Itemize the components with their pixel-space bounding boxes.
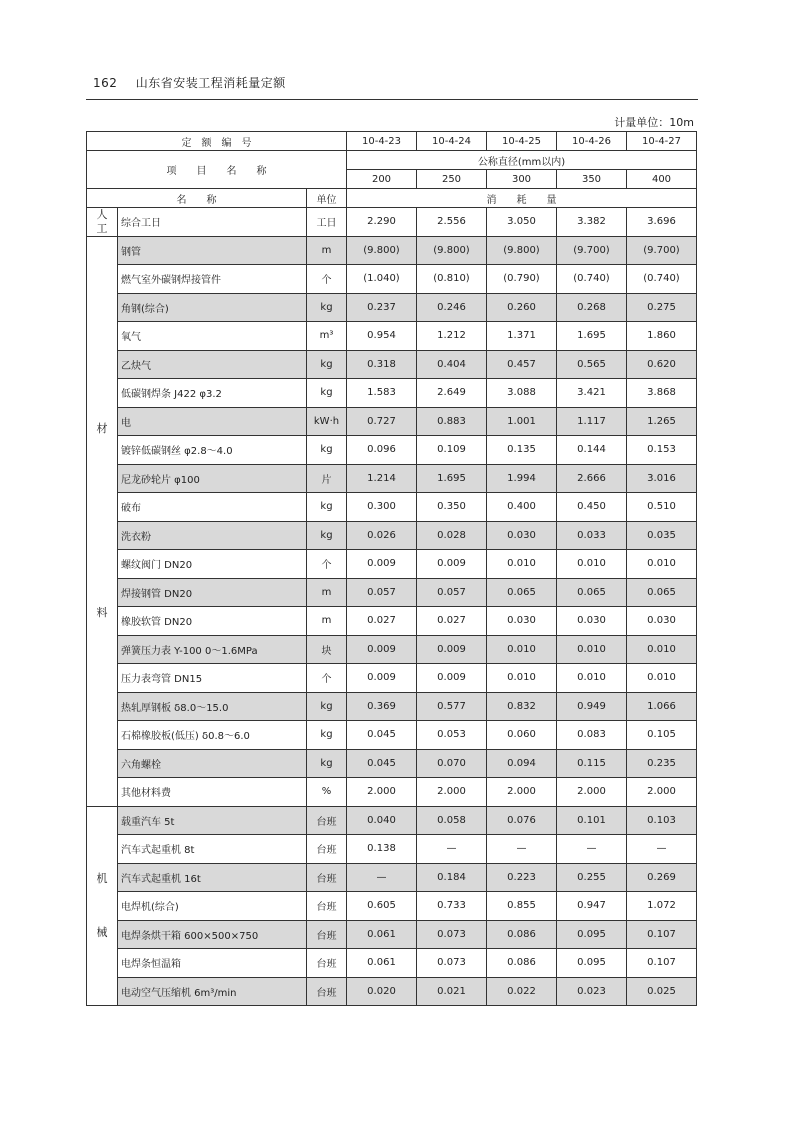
- unit-note: 计量单位：10m: [614, 116, 694, 129]
- consumption-value: 0.727: [347, 407, 417, 436]
- consumption-value: 0.369: [347, 692, 417, 721]
- consumption-value: 0.138: [347, 835, 417, 864]
- item-unit: kg: [307, 692, 347, 721]
- consumption-value: 0.269: [627, 863, 697, 892]
- consumption-value: 3.016: [627, 464, 697, 493]
- consumption-value: 0.135: [487, 436, 557, 465]
- item-unit: kg: [307, 521, 347, 550]
- consumption-value: 0.457: [487, 350, 557, 379]
- material-row: [87, 664, 697, 693]
- material-row: [87, 322, 697, 351]
- consumption-value: 0.235: [627, 749, 697, 778]
- consumption-value: 0.144: [557, 436, 627, 465]
- quota-code: 10-4-24: [417, 132, 487, 151]
- consumption-value: (1.040): [347, 265, 417, 294]
- consumption-value: 0.010: [627, 664, 697, 693]
- material-row: [87, 550, 697, 579]
- consumption-value: (9.700): [557, 236, 627, 265]
- item-unit: %: [307, 778, 347, 807]
- consumption-value: 0.153: [627, 436, 697, 465]
- consumption-value: 1.117: [557, 407, 627, 436]
- consumption-value: 0.300: [347, 493, 417, 522]
- consumption-value: 0.060: [487, 721, 557, 750]
- consumption-value: 0.103: [627, 806, 697, 835]
- consumption-value: 3.088: [487, 379, 557, 408]
- consumption-value: 0.023: [557, 977, 627, 1006]
- item-unit: 台班: [307, 977, 347, 1006]
- consumption-value: 0.318: [347, 350, 417, 379]
- header-rule: [86, 99, 698, 100]
- book-title: 山东省安装工程消耗量定额: [135, 76, 286, 90]
- item-unit: 台班: [307, 806, 347, 835]
- machine-row: [87, 806, 697, 835]
- item-unit: kW·h: [307, 407, 347, 436]
- diameter-value: 350: [557, 170, 627, 189]
- consumption-value: 0.022: [487, 977, 557, 1006]
- item-name: 电焊机(综合): [118, 892, 307, 921]
- consumption-value: 0.021: [417, 977, 487, 1006]
- item-unit: kg: [307, 721, 347, 750]
- consumption-value: 0.009: [417, 550, 487, 579]
- item-unit: 块: [307, 635, 347, 664]
- item-name: 综合工日: [118, 208, 307, 237]
- consumption-value: 2.000: [487, 778, 557, 807]
- consumption-value: 0.061: [347, 920, 417, 949]
- page-header: [93, 74, 286, 91]
- consumption-value: 0.275: [627, 293, 697, 322]
- consumption-value: 0.083: [557, 721, 627, 750]
- diameter-label: 公称直径(mm以内): [347, 151, 697, 170]
- item-unit: 片: [307, 464, 347, 493]
- consumption-value: 0.027: [347, 607, 417, 636]
- consumption-value: 2.290: [347, 208, 417, 237]
- consumption-value: 0.255: [557, 863, 627, 892]
- consumption-value: 2.649: [417, 379, 487, 408]
- material-row: [87, 749, 697, 778]
- diameter-value: 400: [627, 170, 697, 189]
- material-category-label: 料: [96, 606, 108, 619]
- consumption-value: 0.073: [417, 920, 487, 949]
- machine-row: [87, 920, 697, 949]
- quota-code: 10-4-25: [487, 132, 557, 151]
- consumption-value: 0.947: [557, 892, 627, 921]
- item-name: 破布: [118, 493, 307, 522]
- consumption-value: 0.057: [417, 578, 487, 607]
- consumption-value: 1.583: [347, 379, 417, 408]
- consumption-value: 3.421: [557, 379, 627, 408]
- consumption-value: 0.076: [487, 806, 557, 835]
- consumption-value: 1.066: [627, 692, 697, 721]
- consumption-value: 1.695: [557, 322, 627, 351]
- consumption-value: 1.001: [487, 407, 557, 436]
- consumption-value: 0.184: [417, 863, 487, 892]
- consumption-value: 0.350: [417, 493, 487, 522]
- consumption-value: 0.086: [487, 920, 557, 949]
- item-name: 低碳钢焊条 J422 φ3.2: [118, 379, 307, 408]
- quota-code: 10-4-23: [347, 132, 417, 151]
- machine-category-label: 械: [96, 925, 108, 939]
- material-row: [87, 350, 697, 379]
- consumption-value: 0.010: [557, 550, 627, 579]
- material-row: [87, 493, 697, 522]
- consumption-value: (9.700): [627, 236, 697, 265]
- item-unit: kg: [307, 436, 347, 465]
- item-unit: kg: [307, 293, 347, 322]
- consumption-value: 1.371: [487, 322, 557, 351]
- consumption-value: 1.265: [627, 407, 697, 436]
- consumption-value: (9.800): [487, 236, 557, 265]
- item-unit: 台班: [307, 920, 347, 949]
- quota-table: [86, 131, 697, 1006]
- consumption-value: 1.214: [347, 464, 417, 493]
- item-unit: kg: [307, 749, 347, 778]
- consumption-value: 0.065: [627, 578, 697, 607]
- material-category-label: 材: [96, 422, 108, 436]
- consumption-value: (0.740): [627, 265, 697, 294]
- consumption-value: 1.212: [417, 322, 487, 351]
- consumption-value: 0.096: [347, 436, 417, 465]
- material-row: [87, 265, 697, 294]
- consumption-value: 0.030: [627, 607, 697, 636]
- item-name: 尼龙砂轮片 φ100: [118, 464, 307, 493]
- consumption-value: 0.073: [417, 949, 487, 978]
- item-name: 石棉橡胶板(低压) δ0.8～6.0: [118, 721, 307, 750]
- diameter-value: 250: [417, 170, 487, 189]
- consumption-value: 2.000: [417, 778, 487, 807]
- material-row: [87, 578, 697, 607]
- consumption-value: 0.027: [417, 607, 487, 636]
- consumption-value: 1.860: [627, 322, 697, 351]
- quota-table-body: [87, 132, 697, 1006]
- consumption-value: 0.045: [347, 721, 417, 750]
- consumption-value: (0.810): [417, 265, 487, 294]
- item-name: 汽车式起重机 8t: [118, 835, 307, 864]
- consumption-value: 0.109: [417, 436, 487, 465]
- machine-category-label: 机: [96, 872, 108, 885]
- consumption-value: 0.094: [487, 749, 557, 778]
- material-row: [87, 293, 697, 322]
- item-unit: 台班: [307, 863, 347, 892]
- consumption-value: 0.883: [417, 407, 487, 436]
- machine-row: [87, 977, 697, 1006]
- machine-row: [87, 863, 697, 892]
- consumption-value: 0.009: [417, 664, 487, 693]
- consumption-value: 0.510: [627, 493, 697, 522]
- quota-code-row: [87, 132, 697, 151]
- consumption-value: 0.065: [487, 578, 557, 607]
- consumption-value: 0.565: [557, 350, 627, 379]
- quota-code-label: 定 额 编 号: [87, 132, 347, 151]
- consumption-value: (0.740): [557, 265, 627, 294]
- consumption-value: 0.070: [417, 749, 487, 778]
- item-name: 电动空气压缩机 6m³/min: [118, 977, 307, 1006]
- consumption-value: 0.733: [417, 892, 487, 921]
- consumption-value: 0.095: [557, 920, 627, 949]
- item-name: 其他材料费: [118, 778, 307, 807]
- consumption-value: 0.107: [627, 920, 697, 949]
- item-name: 钢管: [118, 236, 307, 265]
- consumption-value: 0.065: [557, 578, 627, 607]
- consumption-value: 0.605: [347, 892, 417, 921]
- consumption-value: 0.095: [557, 949, 627, 978]
- consumption-value: 0.115: [557, 749, 627, 778]
- consumption-value: 0.577: [417, 692, 487, 721]
- item-unit: 个: [307, 550, 347, 579]
- quota-code: 10-4-27: [627, 132, 697, 151]
- consumption-value: 0.954: [347, 322, 417, 351]
- item-name-row: [87, 151, 697, 170]
- item-name: 焊接钢管 DN20: [118, 578, 307, 607]
- consumption-value: 0.053: [417, 721, 487, 750]
- consumption-value: 1.072: [627, 892, 697, 921]
- consumption-value: 0.030: [557, 607, 627, 636]
- material-row: [87, 721, 697, 750]
- consumption-value: 0.101: [557, 806, 627, 835]
- item-name: 热轧厚钢板 δ8.0～15.0: [118, 692, 307, 721]
- consumption-value: 0.045: [347, 749, 417, 778]
- item-name: 弹簧压力表 Y-100 0～1.6MPa: [118, 635, 307, 664]
- consumption-value: 0.237: [347, 293, 417, 322]
- consumption-value: 0.400: [487, 493, 557, 522]
- consumption-value: 0.010: [627, 635, 697, 664]
- item-name: 电焊条烘干箱 600×500×750: [118, 920, 307, 949]
- consumption-value: 1.994: [487, 464, 557, 493]
- machine-row: [87, 949, 697, 978]
- consumption-value: (9.800): [347, 236, 417, 265]
- item-name: 角钢(综合): [118, 293, 307, 322]
- consumption-value: 0.107: [627, 949, 697, 978]
- item-name: 洗衣粉: [118, 521, 307, 550]
- consumption-value: 0.832: [487, 692, 557, 721]
- item-name: 载重汽车 5t: [118, 806, 307, 835]
- consumption-value: 0.009: [417, 635, 487, 664]
- item-unit: 个: [307, 664, 347, 693]
- item-name: 汽车式起重机 16t: [118, 863, 307, 892]
- consumption-value: 2.000: [347, 778, 417, 807]
- consumption-value: 2.556: [417, 208, 487, 237]
- item-name: 橡胶软管 DN20: [118, 607, 307, 636]
- consumption-value: —: [347, 863, 417, 892]
- item-unit: kg: [307, 379, 347, 408]
- name-column-label: 名 称: [87, 189, 307, 208]
- material-row: [87, 521, 697, 550]
- item-unit: m: [307, 607, 347, 636]
- consumption-value: 0.025: [627, 977, 697, 1006]
- item-name: 乙炔气: [118, 350, 307, 379]
- consumption-value: 0.033: [557, 521, 627, 550]
- consumption-value: —: [557, 835, 627, 864]
- item-name: 压力表弯管 DN15: [118, 664, 307, 693]
- machine-row: [87, 835, 697, 864]
- consumption-value: 3.696: [627, 208, 697, 237]
- quota-code: 10-4-26: [557, 132, 627, 151]
- consumption-value: 0.010: [627, 550, 697, 579]
- consumption-value: 0.260: [487, 293, 557, 322]
- item-unit: 台班: [307, 835, 347, 864]
- material-row: [87, 436, 697, 465]
- consumption-value: (0.790): [487, 265, 557, 294]
- consumption-value: 0.949: [557, 692, 627, 721]
- item-unit: 个: [307, 265, 347, 294]
- item-unit: m: [307, 236, 347, 265]
- item-name: 燃气室外碳钢焊接管件: [118, 265, 307, 294]
- consumption-value: 0.061: [347, 949, 417, 978]
- consumption-value: 0.010: [487, 550, 557, 579]
- material-row: [87, 464, 697, 493]
- consumption-value: 0.010: [487, 635, 557, 664]
- material-row: [87, 635, 697, 664]
- item-name: 电焊条恒温箱: [118, 949, 307, 978]
- consumption-value: 0.010: [557, 664, 627, 693]
- consumption-value: 0.030: [487, 607, 557, 636]
- unit-column-label: 单位: [307, 189, 347, 208]
- material-row: [87, 236, 697, 265]
- item-name: 六角螺栓: [118, 749, 307, 778]
- consumption-value: 0.009: [347, 550, 417, 579]
- consumption-value: 2.000: [557, 778, 627, 807]
- item-unit: 工日: [307, 208, 347, 237]
- consumption-value: —: [417, 835, 487, 864]
- consumption-value: 0.010: [557, 635, 627, 664]
- consumption-value: 0.105: [627, 721, 697, 750]
- labor-category-label: 人工: [96, 208, 108, 235]
- consumption-value: 0.057: [347, 578, 417, 607]
- diameter-value: 200: [347, 170, 417, 189]
- consumption-value: 0.009: [347, 635, 417, 664]
- material-row: [87, 607, 697, 636]
- consumption-value: 3.382: [557, 208, 627, 237]
- consumption-value: 0.030: [487, 521, 557, 550]
- consumption-value: 0.035: [627, 521, 697, 550]
- consumption-value: 0.855: [487, 892, 557, 921]
- item-name-label: 项 目 名 称: [87, 151, 347, 189]
- item-unit: m³: [307, 322, 347, 351]
- consumption-value: 0.028: [417, 521, 487, 550]
- consumption-value: (9.800): [417, 236, 487, 265]
- item-unit: 台班: [307, 892, 347, 921]
- material-category-cell: [87, 236, 118, 806]
- item-name: 氧气: [118, 322, 307, 351]
- labor-row: [87, 208, 697, 237]
- consumption-value: 0.450: [557, 493, 627, 522]
- consumption-value: 3.050: [487, 208, 557, 237]
- machine-category-cell: [87, 806, 118, 1006]
- item-name: 电: [118, 407, 307, 436]
- consumption-value: —: [487, 835, 557, 864]
- consumption-value: 0.246: [417, 293, 487, 322]
- consumption-value: 3.868: [627, 379, 697, 408]
- consumption-value: 0.010: [487, 664, 557, 693]
- machine-row: [87, 892, 697, 921]
- consumption-value: 0.009: [347, 664, 417, 693]
- material-row: [87, 407, 697, 436]
- material-row: [87, 692, 697, 721]
- consumption-value: 0.268: [557, 293, 627, 322]
- diameter-value: 300: [487, 170, 557, 189]
- item-unit: m: [307, 578, 347, 607]
- item-unit: kg: [307, 493, 347, 522]
- consumption-value: 0.620: [627, 350, 697, 379]
- consumption-value: 2.000: [627, 778, 697, 807]
- labor-category-cell: [87, 208, 118, 237]
- item-name: 镀锌低碳钢丝 φ2.8～4.0: [118, 436, 307, 465]
- item-unit: 台班: [307, 949, 347, 978]
- consumption-label: 消 耗 量: [347, 189, 697, 208]
- consumption-value: 0.026: [347, 521, 417, 550]
- material-row: [87, 778, 697, 807]
- item-unit: kg: [307, 350, 347, 379]
- consumption-value: 2.666: [557, 464, 627, 493]
- material-row: [87, 379, 697, 408]
- consumption-value: 0.223: [487, 863, 557, 892]
- consumption-value: 0.020: [347, 977, 417, 1006]
- consumption-value: 1.695: [417, 464, 487, 493]
- consumption-value: 0.404: [417, 350, 487, 379]
- item-name: 螺纹阀门 DN20: [118, 550, 307, 579]
- consumption-value: 0.040: [347, 806, 417, 835]
- consumption-value: 0.086: [487, 949, 557, 978]
- page-number: 162: [93, 76, 118, 90]
- consumption-value: —: [627, 835, 697, 864]
- column-header-row: [87, 189, 697, 208]
- consumption-value: 0.058: [417, 806, 487, 835]
